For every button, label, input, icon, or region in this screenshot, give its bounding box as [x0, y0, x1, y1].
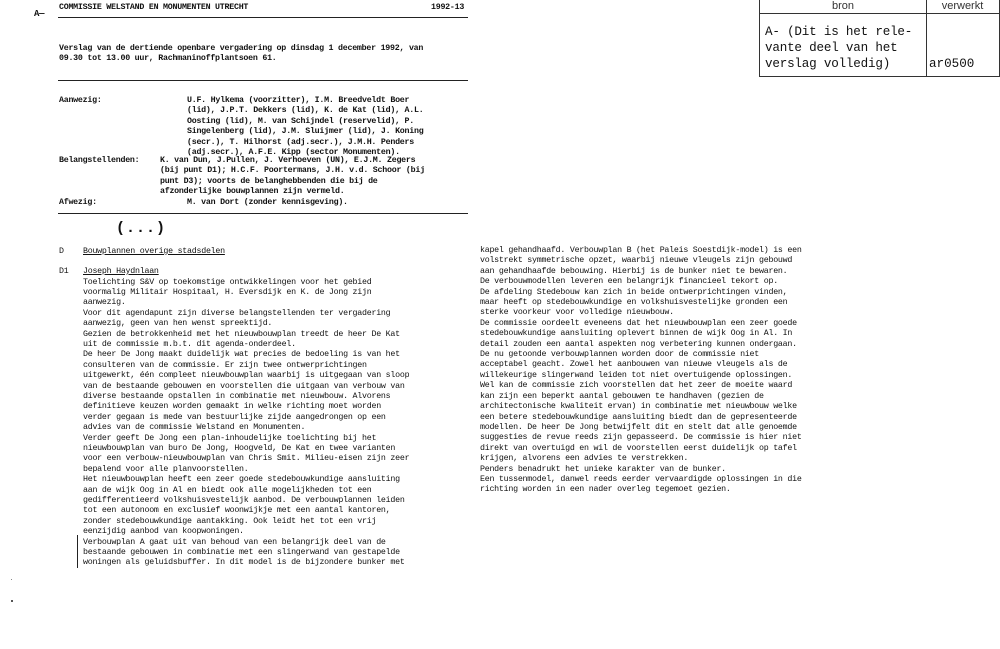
text-line: De afdeling Stedebouw kan zich in beide ontwerprichtingen vinden, [480, 287, 788, 297]
verwerkt-header: verwerkt [926, 0, 999, 14]
right-column-text [480, 246, 802, 496]
text-line: uit de commissie m.b.t. dit agenda-onderdeel. [83, 339, 296, 349]
text-line: modellen. De heer De Jong betwijfelt dit en stelt dat alle genoemde [480, 422, 797, 432]
archive-table [759, 0, 1000, 77]
text-line: krijgen, alvorens een advies te verstrekken. [480, 454, 689, 464]
verwerkt-column [926, 0, 1000, 77]
stakeholders-line: afzonderlijke bouwplannen zijn vermeld. [160, 187, 345, 197]
text-line: Verder geeft De Jong een plan-inhoudelijke toelichting bij het [83, 433, 377, 443]
text-line: consulteren van de commissie. Er zijn twee ontwerprichtingen [83, 360, 367, 370]
text-line: uitgewerkt, één compleet nieuwbouwplan waarbij is uitgegaan van sloop [83, 371, 410, 381]
text-line: De verbouwmodellen leveren een belangrijk financieel tekort op. [480, 277, 778, 287]
text-line: Verbouwplan A gaat uit van behoud van een belangrijk deel van de [83, 537, 386, 547]
absent-label: Afwezig: [59, 198, 97, 207]
text-line: tot een autonoom en exclusief woonwijkje met een aantal kantoren, [83, 506, 391, 516]
text-line: nieuwbouwplan van buro De Jong, Hoogveld, De Kat en twee varianten [83, 444, 396, 453]
present-line: U.F. Hylkema (voorzitter), I.M. Breedveldt Boer [187, 96, 410, 105]
text-line: Gezien de betrokkenheid met het nieuwbouwplan treedt de heer De Kat [83, 329, 400, 339]
text-line: bepalend voor alle planvoorstellen. [83, 464, 249, 474]
text-line: De heer De Jong maakt duidelijk wat precies de bedoeling is van het [83, 350, 400, 360]
divider [58, 80, 468, 81]
meeting-title-line: Verslag van de dertiende openbare vergadering op dinsdag 1 december 1992, van [59, 44, 424, 53]
document-number: 1992-13 [431, 3, 465, 12]
present-line: Singelenberg (lid), J.M. Sluijmer (lid), J. Koning [187, 127, 424, 137]
bron-header: bron [760, 0, 926, 14]
text-line: voormalig Militair Hospitaal, H. Eversdijk en K. de Jong zijn [83, 287, 372, 297]
text-line: acceptabel geacht. Zowel het aanbouwen van nieuwe vleugels als de [480, 360, 788, 370]
text-line: maar heeft op stedebouwkundige en volkshuisvestelijke gronden een [480, 298, 788, 308]
text-line: voor een verbouw-nieuwbouwplan van Chris Smit. Milieu-eisen zijn zeer [83, 454, 410, 464]
text-line: aan de wijk Oog in Al en biedt ook alle mogelijkheden tot een [83, 485, 372, 495]
text-line: advies van de commissie Welstand en Monumenten. [83, 423, 306, 433]
margin-marker [77, 535, 78, 568]
text-line: Toelichting S&V op toekomstige ontwikkelingen voor het gebied [83, 277, 372, 287]
text-line: suggesties de revue reeds zijn gepasseerd. De commissie is hier niet [480, 433, 802, 443]
present-line: Oosting (lid), M. van Schijndel (reservelid), P. [187, 116, 414, 126]
organisation-name: COMMISSIE WELSTAND EN MONUMENTEN UTRECHT [59, 3, 249, 12]
divider [58, 17, 468, 18]
divider [58, 213, 468, 214]
stakeholders-line: (bij punt D1); H.C.F. Poortermans, J.H. v.d. Schoor (bij [160, 166, 425, 176]
item-code: D1 [59, 267, 69, 276]
item-title: Joseph Haydnlaan [83, 267, 159, 276]
text-line: kapel gehandhaafd. Verbouwplan B (het Paleis Soestdijk-model) is een [480, 246, 802, 255]
text-line: Voor dit agendapunt zijn diverse belangstellenden ter vergadering [83, 308, 391, 318]
absent-value: M. van Dort (zonder kennisgeving). [187, 198, 348, 207]
text-line: een betere stedebouwkundige aansluiting biedt dan de gepresenteerde [480, 412, 797, 422]
text-line: kan zijn een beperkt aantal gebouwen te handhaven (gezien de [480, 391, 764, 401]
text-line: definitieve keuzen worden gemaakt in welke richting moet worden [83, 402, 381, 412]
left-column-text [83, 278, 409, 569]
present-line: (adj.secr.), A.F.E. Kipp (sector Monumenten). [187, 148, 400, 158]
meeting-title [59, 44, 423, 65]
section-code: D [59, 247, 64, 256]
text-line: aan gehandhaafde bebouwing. Hierbij is de bunker niet te bewaren. [480, 266, 788, 276]
stakeholders-label: Belangstellenden: [59, 156, 140, 165]
text-line: architectonische kwaliteit ervan) in combinatie met nieuwbouw welke [480, 402, 797, 412]
text-line: De commissie oordeelt eveneens dat het nieuwbouwplan een zeer goede [480, 318, 797, 328]
scan-speck [11, 600, 13, 602]
present-list [187, 96, 423, 158]
bron-note-line: vante deel van het [765, 41, 898, 55]
text-line: bestaande gebouwen in combinatie met een slingerwand van gestapelde [83, 548, 400, 558]
text-line: woningen als geluidsbuffer. In dit model is de bijzondere bunker met [83, 558, 405, 568]
present-label: Aanwezig: [59, 96, 102, 105]
text-line: aanwezig, geen van hen wenst spreektijd. [83, 319, 273, 329]
text-line: sterke voorkeur voor volledige nieuwbouw. [480, 308, 674, 318]
scan-speck [11, 579, 12, 580]
bron-note-line: verslag volledig) [765, 57, 891, 71]
text-line: Een tussenmodel, danwel reeds eerder vervaardigde oplossingen in die [480, 474, 802, 484]
verwerkt-value: ar0500 [929, 57, 975, 71]
text-line: diverse bestaande opstallen in combinatie met nieuwbouw. Alvorens [83, 391, 391, 401]
present-line: (secr.), T. Hilhorst (adj.secr.), J.M.H. Penders [187, 137, 414, 147]
stakeholders-line: K. van Dun, J.Pullen, J. Verhoeven (UN), E.J.M. Zegers [160, 156, 416, 165]
stakeholders-line: punt D3); voorts de belanghebbenden die bij de [160, 176, 378, 186]
text-line: gedifferentieerd volkshuisvestelijk aanbod. De verbouwplannen leiden [83, 496, 405, 506]
meeting-title-line: 09.30 tot 13.00 uur, Rachmaninoffplantsoen 61. [59, 54, 277, 64]
present-line: (lid), J.P.T. Dekkers (lid), K. de Kat (lid), A.L. [187, 106, 424, 116]
text-line: willekeurige slingerwand leiden tot niet overtuigende oplossingen. [480, 370, 793, 380]
bron-note-line: A- (Dit is het rele- [765, 25, 913, 39]
text-line: De nu getoonde verbouwplannen worden door de commissie niet [480, 350, 760, 360]
text-line: detail zouden een aantal aspekten nog verbetering kunnen ondergaan. [480, 339, 797, 349]
text-line: Wel kan de commissie zich voorstellen dat het zeer de moeite waard [480, 381, 793, 391]
omission-ellipsis: (...) [116, 220, 167, 237]
text-line: van de bestaande gebouwen en voorstellen die uitgaan van verbouw van [83, 381, 405, 391]
text-line: stedebouwkundige aansluiting oplevert binnen de wijk Oog in Al. In [480, 329, 793, 339]
text-line: volstrekt symmetrische opzet, waarbij nieuwe vleugels zijn gebouwd [480, 256, 793, 266]
table-bottom-border [759, 76, 1000, 77]
text-line: Het nieuwbouwplan heeft een zeer goede stedebouwkundige aansluiting [83, 475, 400, 485]
text-line: richting worden in een nader overleg tegemoet gezien. [480, 485, 731, 495]
text-line: eenzijdig aanbod van koopwoningen. [83, 527, 244, 537]
bron-column [759, 0, 927, 77]
text-line: zonder stedebouwkundige aantakking. Ook leidt het tot een vrij [83, 516, 377, 526]
text-line: direkt van overtuigd en wil de voorstellen eerst duidelijk op tafel [480, 443, 797, 453]
stakeholders-list [160, 156, 425, 198]
page-marker: A— [34, 9, 45, 19]
text-line: Penders benadrukt het unieke karakter van de bunker. [480, 464, 726, 474]
text-line: aanwezig. [83, 298, 126, 308]
text-line: verder gegaan is mede van bestuurlijke zijde aangedrongen op een [83, 412, 386, 422]
section-title: Bouwplannen overige stadsdelen [83, 247, 225, 256]
bron-note [765, 24, 912, 72]
